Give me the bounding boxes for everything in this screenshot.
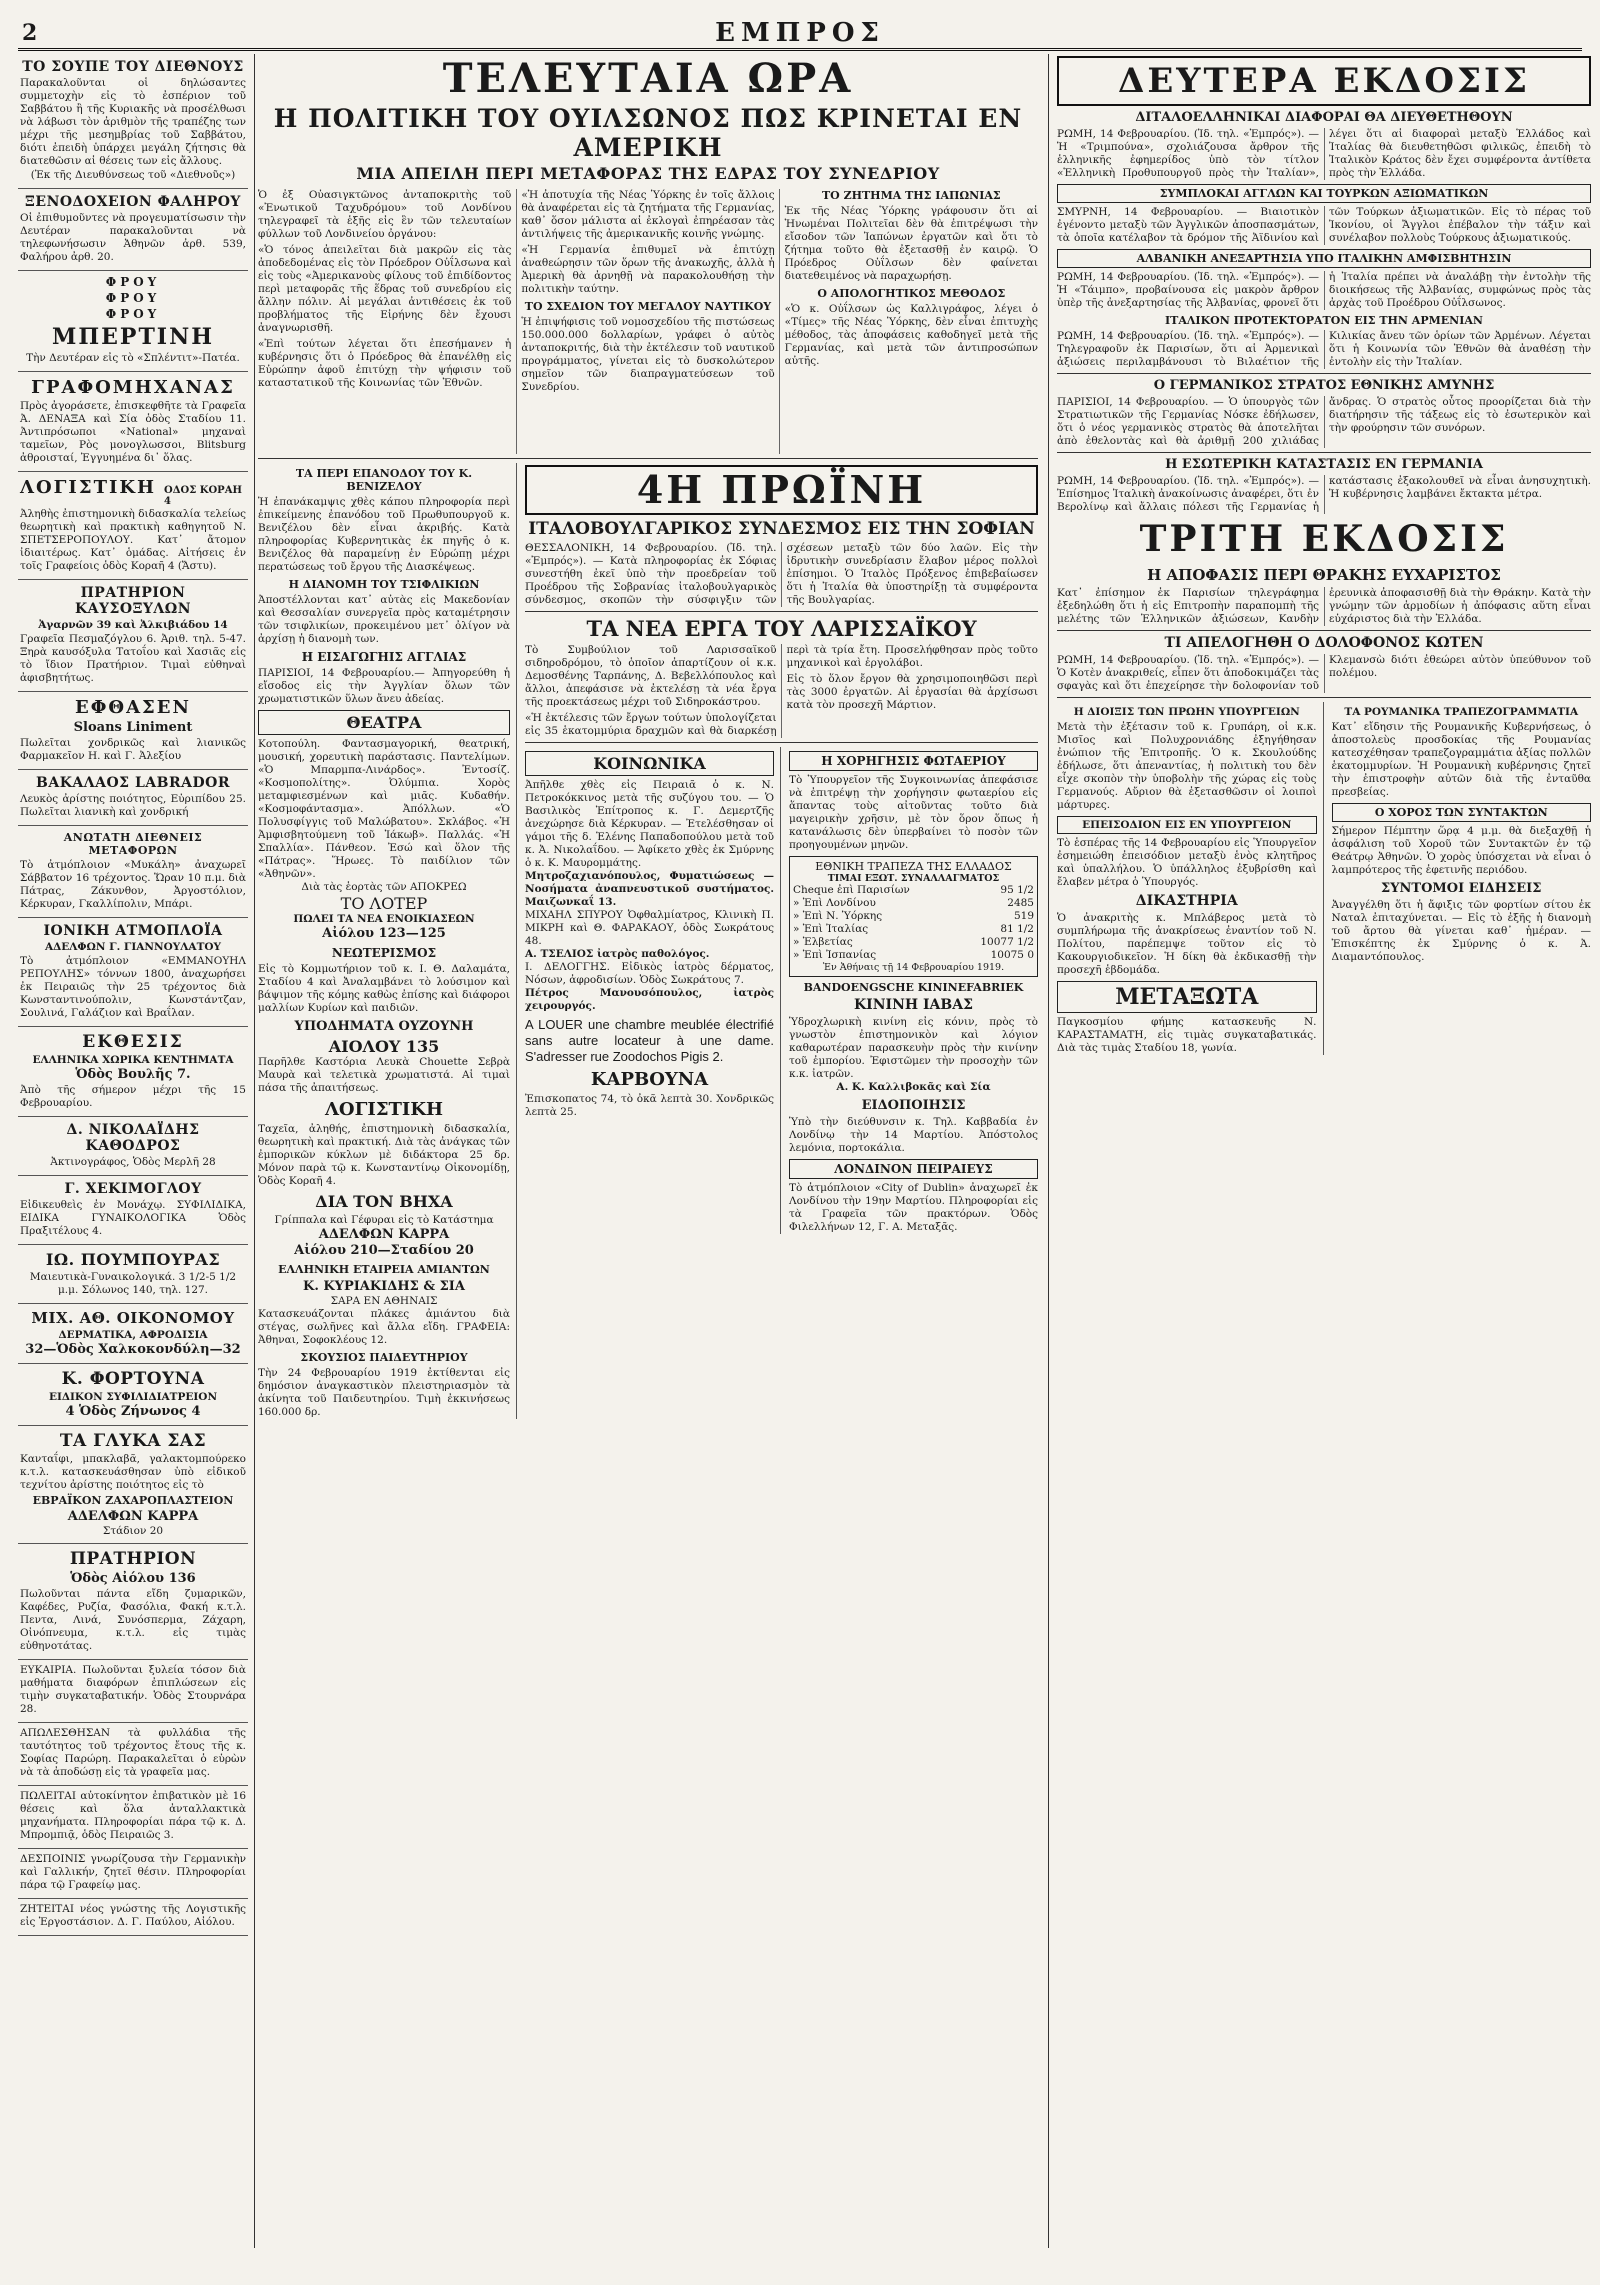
section-heading: Η ΔΙΟΙΞΙΣ ΤΩΝ ΠΡΩΗΝ ΥΠΟΥΡΓΕΙΩΝ bbox=[1073, 706, 1300, 718]
right-bottom-right bbox=[1332, 702, 1592, 1055]
ad-typewriters bbox=[18, 372, 248, 472]
left-ads-column bbox=[18, 54, 255, 2248]
ad-title: ΤΟ ΛΟΤΕΡ bbox=[340, 894, 428, 913]
masthead bbox=[18, 18, 1582, 51]
bottom-row bbox=[525, 742, 1038, 1234]
newspaper-page bbox=[18, 18, 1591, 2248]
ad-text: Ἀληθὴς ἐπιστημονικὴ διδασκαλία τελείως θεωρητικὴ καὶ πρακτικὴ καθηγητοῦ Ν. ΣΠΕΤΣΕΡΟΠΟΥΛΟΥ. Κατ᾽ ἄτομον ἰδιαιτέρως. Κατ᾽ ὁμάδας. Αἰτήσεις ἐν τοῖς Γραφείοις ὁδὸς Κοραῆ 4 (Ἄστυ). bbox=[20, 508, 246, 572]
rate-value: 81 1/2 bbox=[1000, 923, 1034, 935]
ad-line: ΦΡΟΥ bbox=[105, 291, 161, 305]
rate-value: 10077 1/2 bbox=[980, 936, 1034, 948]
ad-loter bbox=[258, 881, 510, 942]
section-heading: ΕΠΕΙΣΟΔΙΟΝ ΕΙΣ ΕΝ ΥΠΟΥΡΓΕΙΟΝ bbox=[1057, 816, 1317, 834]
ad-sloans bbox=[18, 692, 248, 770]
rate-label: » Ἐλβετίας bbox=[793, 936, 853, 948]
section-heading: BANDOENGSCHE KININEFABRIEK bbox=[803, 981, 1024, 994]
section-text: Μετὰ τὴν ἐξέτασιν τοῦ κ. Γρυπάρη, οἱ κ.κ. Μισῖος καὶ Πολυχρονιάδης ἐξηγήθησαν ἐνώπιον τῆς Ἐπιτροπῆς. Ὁ κ. Σκουλούδης ἐδήλωσε, ὅτι ἀπεναντίας, ἡ πολιτικὴ του δὲν εἶχε σκοπὸν τὴν ὑποβολὴν τῆς χώρας εἰς τοὺς Γερμανούς. Αὔριον θὰ ἐξετασθῶσιν οἱ λοιποὶ μάρτυρες. bbox=[1057, 721, 1317, 811]
short-items-column bbox=[258, 463, 517, 1419]
section-heading: ΔΙΚΑΣΤΗΡΙΑ bbox=[1135, 893, 1238, 909]
section-text: ΡΩΜΗ, 14 Φεβρουαρίου. (Ἰδ. τηλ. «Ἐμπρός»). — Ἐπίσημος Ἰταλικὴ ἀνακοίνωσις ἀναφέρει, ὅτι ἐν Βερολίνῳ καὶ ἄλλαις πόλεσι τῆς Γερμανίας ἡ κατάστασις ἐξακολουθεῖ νὰ εἶναι ἀνησυχητικὴ. Ἡ κυβέρνησις λαμβάνει ἔκτακτα μέτρα. bbox=[1057, 475, 1591, 513]
section-heading: ΥΠΟΔΗΜΑΤΑ ΟΥΖΟΥΝΗ bbox=[294, 1019, 474, 1034]
ad-title: Κ. ΦΟΡΤΟΥΝΑ bbox=[61, 1369, 205, 1389]
ad-shipping bbox=[18, 826, 248, 918]
ad-soupe bbox=[18, 54, 248, 189]
section-heading: ΜΕΤΑΞΩΤΑ bbox=[1057, 981, 1317, 1013]
section-heading: ΣΥΝΤΟΜΟΙ ΕΙΔΗΣΕΙΣ bbox=[1381, 881, 1542, 896]
section-heading: ΔΙΑ ΤΟΝ ΒΗΧΑ bbox=[315, 1192, 453, 1211]
ad-line: Διὰ τὰς ἑορτὰς τῶν ΑΠΟΚΡΕΩ bbox=[301, 881, 467, 893]
section-text: Τὴν 24 Φεβρουαρίου 1919 ἐκτίθενται εἰς δημόσιον ἀναγκαστικὸν πλειστηριασμὸν τὰ ἀκίνητα τοῦ Παιδευτηρίου. Τιμὴ ἐκκινήσεως 160.000 δρ. bbox=[258, 1367, 510, 1418]
ad-small-4 bbox=[18, 1849, 248, 1899]
french-ad: A LOUER une chambre meublée électrifié sans autre locateur à une dame. S'adresser rue Zoodochos Pigis 2. bbox=[525, 1017, 774, 1064]
ad-address: Αἰόλου 123—125 bbox=[322, 926, 446, 941]
rate-row bbox=[793, 949, 1034, 962]
bank-name: ΕΘΝΙΚΗ ΤΡΑΠΕΖΑ ΤΗΣ ΕΛΛΑΔΟΣ bbox=[815, 860, 1012, 873]
ad-oikonomou bbox=[18, 1304, 248, 1364]
ad-address: Αἰόλου 210—Σταδίου 20 bbox=[294, 1243, 474, 1258]
section-heading: ΘΕΑΤΡΑ bbox=[258, 710, 510, 735]
section-heading: Η ΕΣΩΤΕΡΙΚΗ ΚΑΤΑΣΤΑΣΙΣ ΕΝ ΓΕΡΜΑΝΙΑ bbox=[1057, 452, 1591, 472]
section-text: ΡΩΜΗ, 14 Φεβρουαρίου. (Ἰδ. τηλ. «Ἐμπρός»). — Ἡ «Τριμπούνα», σχολιάζουσα ἄρθρον τῆς ἑλληνικῆς ἐφημερίδος ὑπὸ τὸν τίτλον «Ἑλληνικὴ Προθυπουργοῦ πρὸς τὴν Ἰταλίαν», λέγει ὅτι αἱ διαφοραὶ μεταξὺ Ἑλλάδος καὶ Ἰταλίας θὰ διευθετηθῶσι φιλικῶς, ἐπειδὴ τὸ Ἰταλικὸν Κράτος δὲν ἔχει συμφέροντα ἀντίθετα πρὸς τὴν Ἑλλάδα. bbox=[1057, 128, 1591, 179]
ad-ionian bbox=[18, 918, 248, 1027]
section-heading: ΣΚΟΥΣΙΟΣ ΠΑΙΔΕΥΤΗΡΙΟΥ bbox=[300, 1351, 468, 1364]
fourth-edition-banner: 4Η ΠΡΩΪΝΗ bbox=[525, 465, 1038, 515]
ad-text: Πωλεῖται χονδρικῶς καὶ λιανικῶς Φαρμακεῖον Η. καὶ Γ. Ἀλεξίου bbox=[20, 737, 246, 762]
ad-amiant bbox=[258, 1279, 510, 1308]
section-heading: ΙΤΑΛΙΚΟΝ ΠΡΟΤΕΚΤΟΡΑΤΟΝ ΕΙΣ ΤΗΝ ΑΡΜΕΝΙΑΝ bbox=[1165, 314, 1483, 327]
ad-address: Στάδιον 20 bbox=[102, 1525, 164, 1537]
ad-subtitle: ΕΛΛΗΝΙΚΑ ΧΩΡΙΚΑ ΚΕΝΤΗΜΑΤΑ bbox=[32, 1054, 234, 1066]
article-subheading: ΤΟ ΣΧΕΔΙΟΝ ΤΟΥ ΜΕΓΑΛΟΥ ΝΑΥΤΙΚΟΥ bbox=[524, 300, 772, 313]
section-text: Τὸ ἀτμόπλοιον «City of Dublin» ἀναχωρεῖ ἐκ Λονδίνου τὴν 19ην Μαρτίου. Πληροφορίαι εἰς τὰ Γραφεῖα τῶν πρακτόρων. Ὁδὸς Φιλελλήνων 12, Γ. Α. Μεταξᾶς. bbox=[789, 1182, 1038, 1233]
article-paragraph: «Ὁ κ. Οὐΐλσων ὡς Καλλιγράφος, λέγει ὁ «Τίμες» τῆς Νέας Ὑόρκης, δὲν εἶναι ἐπιτυχὴς μέθοδος, τὰς ἀποφάσεις καθοδηγεῖ μετὰ τῆς Γερμανίας, καὶ μετὰ τῶν ἀντιπροσώπων αὐτῆς. bbox=[784, 303, 1038, 367]
ad-small-3 bbox=[18, 1786, 248, 1849]
section-text: Ὑπὸ τὴν διεύθυνσιν κ. Τηλ. Καββαδία ἐν Λονδίνῳ τὴν 14 Μαρτίου. Ἀπόστολος λεμόνια, πορτοκάλια. bbox=[789, 1116, 1038, 1154]
ad-line: ΦΡΟΥ bbox=[105, 275, 161, 289]
section-text: Τὸ ἑσπέρας τῆς 14 Φεβρουαρίου εἰς Ὑπουργεῖον ἐσημειώθη ἐπεισόδιον μεταξὺ ἑνὸς κλητῆρος καὶ ὑπαλλήλου. Ὁ ὑπάλληλος ἐξυβρίσθη καὶ ἔλαβεν μέτρα ὁ Ὑπουργός. bbox=[1057, 837, 1317, 888]
section-heading: ΛΟΝΔΙΝΟΝ ΠΕΙΡΑΙΕΥΣ bbox=[789, 1159, 1038, 1179]
section-text: Παγκοσμίου φήμης κατασκευῆς Ν. ΚΑΡΑΣΤΑΜΑΤΗ, εἰς τιμὰς συγκαταβατικάς. Διὰ τὰς τιμὰς Σταδίου 18, γωνία. bbox=[1057, 1016, 1317, 1054]
ad-small-2 bbox=[18, 1723, 248, 1786]
right-bottom-row bbox=[1057, 697, 1591, 1055]
ad-line: ΦΡΟΥ bbox=[105, 307, 161, 321]
lead-article bbox=[258, 189, 1038, 454]
ad-title: Δ. ΝΙΚΟΛΑΪΔΗΣ ΚΑΘΟΔΡΟΣ bbox=[66, 1122, 200, 1154]
section-text: Σήμερον Πέμπτην ὥρᾳ 4 μ.μ. θὰ διεξαχθῇ ἡ ἀσφάλιση τοῦ Χοροῦ τῶν Συντακτῶν ἐν τῷ Θεάτρῳ Ἀθηνῶν. Ὁ χορὸς ὑπόσχεται νὰ εἶναι ὁ λαμπρότερος τῆς ἐφετινῆς περιόδου. bbox=[1331, 825, 1591, 876]
ad-text: Ἀπὸ τῆς σήμερον μέχρι τῆς 15 Φεβρουαρίου. bbox=[20, 1084, 246, 1109]
article-paragraph: «Ἡ Γερμανία ἐπιθυμεῖ νὰ ἐπιτύχῃ ἀναθεώρησιν τῶν ὅρων τῆς ἀνακωχῆς, ἀλλὰ ἡ Ἀμερικὴ θὰ ἀρνηθῇ νὰ παρακολουθήσῃ τὴν πολιτικὴν ταύτην. bbox=[521, 244, 775, 295]
rate-label: » Ἐπὶ Ν. Ὑόρκης bbox=[793, 910, 883, 922]
section-heading: ΕΛΛΗΝΙΚΗ ΕΤΑΙΡΕΙΑ ΑΜΙΑΝΤΩΝ bbox=[278, 1263, 490, 1276]
ad-title: ΓΡΑΦΟΜΗΧΑΝΑΣ bbox=[31, 377, 235, 398]
ad-title: ΒΑΚΑΛΑΟΣ LABRADOR bbox=[36, 775, 230, 791]
middle-lower-area bbox=[258, 458, 1038, 1419]
ad-text: Τὴν Δευτέραν εἰς τὸ «Σπλέντιτ»-Πατέα. bbox=[26, 352, 240, 364]
ad-company: Κ. ΚΥΡΙΑΚΙΔΗΣ & ΣΙΑ bbox=[303, 1279, 465, 1294]
ad-text: Τὸ ἀτμόπλοιον «ΕΜΜΑΝΟΥΗΛ ΡΕΠΟΥΛΗΣ» τόννων 1800, ἀναχωρήσει ἐκ Πειραιῶς τὴν 25 τρέχοντος διὰ Κωνσταντινούπολιν, Κωνστάντζαν, Σουλινά, Γαλάζιον καὶ Βραΐλαν. bbox=[20, 955, 246, 1019]
ad-text: Τὸ ἀτμόπλοιον «Μυκάλη» ἀναχωρεῖ Σάββατον 16 τρέχοντος. Ὥραν 10 π.μ. διὰ Πάτρας, Ζάκυνθον, Ἀργοστόλιον, Κέρκυραν, Γκαλλίπολιν, Μπάρι. bbox=[20, 859, 246, 910]
section-heading: ΕΙΔΟΠΟΙΗΣΙΣ bbox=[861, 1098, 966, 1113]
ad-title: ΠΡΑΤΗΡΙΟΝ ΚΑΥΣΟΞΥΛΩΝ bbox=[74, 585, 192, 617]
ad-shop-owner: ΑΔΕΛΦΩΝ ΚΑΡΡΑ bbox=[67, 1509, 199, 1524]
wide-news-area bbox=[525, 463, 1038, 1419]
lead-subhead: ΜΙΑ ΑΠΕΙΛΗ ΠΕΡΙ ΜΕΤΑΦΟΡΑΣ ΤΗΣ ΕΔΡΑΣ ΤΟΥ ΣΥΝΕΔΡΙΟΥ bbox=[356, 164, 940, 183]
article-paragraph: «Ἡ ἀποτυχία τῆς Νέας Ὑόρκης ἐν τοῖς ἄλλοις θὰ ἀναφέρεται εἰς τὰ ζητήματα τῆς Γερμανίας, καθ᾽ ὅσον μάλιστα αἱ ἐκλογαὶ ἐπηρέασαν τὰς ἀντιλήψεις τῆς ἀμερικανικῆς κοινῆς γνώμης. bbox=[521, 189, 775, 240]
section-text: Ἐπισκοπατος 74, τὸ ὀκᾶ λεπτὰ 30. Χονδρικῶς λεπτὰ 25. bbox=[525, 1093, 774, 1118]
ad-text: ΑΠΩΛΕΣΘΗΣΑΝ τὰ φυλλάδια τῆς ταυτότητος τοῦ τρέχοντος ἔτους τῆς κ. Σοφίας Παρώρη. Παρακαλεῖται ὁ εὑρὼν νὰ τὰ ἀποδώσῃ εἰς τὰ γραφεῖα μας. bbox=[20, 1727, 246, 1778]
section-heading: ΙΤΑΛΟΒΟΥΛΓΑΡΙΚΟΣ ΣΥΝΔΕΣΜΟΣ ΕΙΣ ΤΗΝ ΣΟΦΙΑΝ bbox=[528, 519, 1035, 539]
section-heading: ΣΥΜΠΛΟΚΑΙ ΑΓΓΛΩΝ ΚΑΙ ΤΟΥΡΚΩΝ ΑΞΙΩΜΑΤΙΚΩΝ bbox=[1057, 184, 1591, 203]
section-text: Ἀποστέλλονται κατ᾽ αὐτὰς εἰς Μακεδονίαν καὶ Θεσσαλίαν συνεργεῖα πρὸς καταμέτρησιν τῶν τσιφλικίων, προκειμένου μετ᾽ ὀλίγον νὰ ἀρχίσῃ ἡ διανομὴ των. bbox=[258, 594, 510, 645]
ad-address: Ὁδὸς Αἰόλου 136 bbox=[70, 1571, 196, 1586]
ad-hekimoglou bbox=[18, 1176, 248, 1245]
ad-pratirion bbox=[18, 1544, 248, 1660]
rate-label: » Ἐπὶ Ἰσπανίας bbox=[793, 949, 877, 961]
article-subheading: ΤΟ ΖΗΤΗΜΑ ΤΗΣ ΙΑΠΩΝΙΑΣ bbox=[821, 189, 1001, 202]
section-heading: ΛΟΓΙΣΤΙΚΗ bbox=[324, 1099, 444, 1120]
section-heading: ΚΑΡΒΟΥΝΑ bbox=[590, 1069, 709, 1090]
ad-title: ΙΟΝΙΚΗ ΑΤΜΟΠΛΟΪΑ bbox=[43, 923, 223, 939]
latest-hour-banner: ΤΕΛΕΥΤΑΙΑ ΩΡΑ bbox=[442, 55, 854, 102]
section-text: Κατ᾽ εἴδησιν τῆς Ρουμανικῆς Κυβερνήσεως, ὁ ἀποστολεὺς προσδοκίας τῆς Ρουμανίας κατεσχέθησαν τραπεζογραμμάτια ἀξίας πολλῶν ἑκατομμυρίων. Ἡ Ρουμανικὴ κυβέρνησις ζητεῖ τὴν ἐπιστροφὴν αὐτῶν διὰ τῆς ἐνταῦθα πρεσβείας. bbox=[1331, 721, 1591, 798]
right-bottom-left bbox=[1057, 702, 1324, 1055]
ad-title: ΕΦΘΑΣΕΝ bbox=[75, 697, 191, 718]
ad-poumpouras bbox=[18, 1245, 248, 1304]
paper-name: ΕΜΠΡΟΣ bbox=[715, 18, 885, 48]
article-subheading: Ο ΑΠΟΛΟΓΗΤΙΚΟΣ ΜΕΘΟΔΟΣ bbox=[817, 287, 1006, 300]
section-heading: ΤΙ ΑΠΕΛΟΓΗΘΗ Ο ΔΟΛΟΦΟΝΟΣ ΚΩΤΕΝ bbox=[1057, 630, 1591, 651]
section-text: Κατ᾽ ἐπίσημον ἐκ Παρισίων τηλεγράφημα ἐξεδηλώθη ὅτι ἡ εἰς Επιτροπὴν παραπομπὴ τῆς μελέτης τῶν Ἑλληνικῶν ἀξιώσεων, Κανδὴν ἐρευνικὰ ἀποφασισθῇ διὰ τὴν Θράκην. Κατὰ τὴν γνώμην τῶν ἁρμοδίων ἡ ἀπόφασις αὕτη εἶναι εὐχάριστος διὰ τὴν Ἑλλάδα. bbox=[1057, 587, 1591, 625]
doctor-notice: Πέτρος Μανουσόπουλος, ἰατρὸς χειρουργός. bbox=[525, 987, 774, 1012]
rate-value: 519 bbox=[1013, 910, 1034, 922]
ad-bakalaos bbox=[18, 770, 248, 826]
section-heading: ΔΙΤΑΛΟΕΛΛΗΝΙΚΑΙ ΔΙΑΦΟΡΑΙ ΘΑ ΔΙΕΥΘΕΤΗΘΟΥΝ bbox=[1135, 110, 1513, 125]
section-heading: Η ΧΟΡΗΓΗΣΙΣ ΦΩΤΑΕΡΙΟΥ bbox=[789, 751, 1038, 771]
article-paragraph: «Ἐπὶ τούτων λέγεται ὅτι ἐπεσήμανεν ἡ κυβέρνησις ὅτι ὁ Πρόεδρος θὰ ἐπανέλθῃ εἰς Εὐρώπην ἀφοῦ ἐπιτύχῃ τὴν ψήφισιν τοῦ καταστατικοῦ τῆς Κοινωνίας τῶν Ἐθνῶν. bbox=[258, 338, 512, 389]
section-text: Παρῆλθε Καστόρια Λευκὰ Chouette Σεβρὰ Μαυρὰ καὶ τελετικὰ χρωματιστά. Αἱ τιμαὶ πάσα τῆς ἀπαιτήσεως. bbox=[258, 1056, 510, 1094]
article-paragraph: Ἡ ἐπιψήφισις τοῦ νομοσχεδίου τῆς πιστώσεως 150.000.000 δολλαρίων, γράφει ὁ αὐτὸς ἀνταποκριτής, διὰ τὴν ἐκτέλεσιν τοῦ ναυτικοῦ προγράμματος, γίνεται εἰς τὸ δυσκολώτερον σημεῖον τῶν διαπραγματεύσεων τοῦ Συνεδρίου. bbox=[521, 316, 775, 393]
second-edition-banner: ΔΕΥΤΕΡΑ ΕΚΔΟΣΙΣ bbox=[1057, 56, 1591, 106]
section-text: Τὸ Ὑπουργεῖον τῆς Συγκοινωνίας ἀπεφάσισε νὰ ἐπιτρέψῃ τὴν χορήγησιν φωταερίου εἰς ἅπαντας τοὺς αἰτοῦντας τοῦτο διὰ μαγειρικὴν χρῆσιν, μὲ τὸν ὅρον ὅπως ἡ κατανάλωσις δὲν ὑπερβαίνει τὸ ποσὸν τῶν προηγουμένων μηνῶν. bbox=[789, 774, 1038, 851]
ad-karra bbox=[258, 1227, 510, 1259]
rate-row bbox=[793, 923, 1034, 936]
section-heading: ΤΑ ΝΕΑ ΕΡΓΑ ΤΟΥ ΛΑΡΙΣΣΑΪΚΟΥ bbox=[525, 611, 1038, 641]
representative: Α. Κ. Καλλιβοκᾶς καὶ Σία bbox=[836, 1081, 991, 1093]
article-paragraph: Ὁ ἐξ Οὐασιγκτῶνος ἀνταποκριτὴς τοῦ «Ἐνωτικοῦ Ταχυδρόμου» τοῦ Λονδίνου τηλεγραφεῖ τὰ ἑξῆς εἰς ἓν τῶν τελευταίων φύλλων τοῦ Λονδινείου ὀργάνου: bbox=[258, 189, 512, 240]
ad-firewood bbox=[18, 580, 248, 692]
section-heading: Η ΕΙΣΑΓΩΓΗΙΣ ΑΓΓΛΙΑΣ bbox=[301, 650, 467, 664]
rate-row bbox=[793, 936, 1034, 949]
rate-row bbox=[793, 910, 1034, 923]
section-text: ΡΩΜΗ, 14 Φεβρουαρίου. (Ἰδ. τηλ. «Ἐμπρός»). — Τηλεγραφοῦν ἐκ Παρισίων, ὅτι αἱ Ἀρμενικαὶ ἀξιώσεις περιλαμβάνουσι τὸ Βιλαέτιον τῆς Κιλικίας ἄνευ τῶν ὁρίων τῶν Ἀρμένων. Λέγεται ὅτι ἡ Κοινωνία τῶν Ἐθνῶν θὰ ἀναθέσῃ τὴν ἐντολὴν εἰς τὴν Ἰταλίαν. bbox=[1057, 330, 1591, 368]
doctor-notice: Ι. ΔΕΛΟΓΓΗΣ. Εἰδικὸς ἰατρὸς δέρματος, Νόσων, ἀφροδισίων. Ὁδὸς Σωκράτους 7. bbox=[525, 961, 774, 986]
rate-row bbox=[793, 897, 1034, 910]
article-paragraph: Τὸ Συμβούλιον τοῦ Λαρισσαϊκοῦ σιδηροδρόμου, τὸ ὁποῖον ἀπαρτίζουν οἱ κ.κ. Δεμοσθένης Ταρπάνης, Δ. Βεβελλόπουλος καὶ ἄλλοι, ἀπεφάσισε νὰ ἐκτελέσῃ τὰ νέα ἔργα τῆς προεκτάσεως μέχρι τοῦ Σιδηροκάστρου. bbox=[525, 644, 777, 708]
section-heading: Η ΔΙΑΝΟΜΗ ΤΟΥ ΤΣΙΦΛΙΚΙΩΝ bbox=[288, 578, 480, 591]
rates-date: Ἐν Ἀθήναις τῇ 14 Φεβρουαρίου 1919. bbox=[822, 962, 1005, 973]
section-heading: ΑΛΒΑΝΙΚΗ ΑΝΕΞΑΡΤΗΣΙΑ ΥΠΟ ΙΤΑΛΙΚΗΝ ΑΜΦΙΣΒΗΤΗΣΙΝ bbox=[1057, 249, 1591, 268]
ad-text: Παρακαλοῦνται οἱ δηλώσαντες συμμετοχὴν εἰς τὸ ἐσπέριον τοῦ Σαββάτου ἢ τῆς Κυριακῆς νὰ προσέλθωσι νὰ λάβωσι τὸν ἀριθμὸν τῆς τραπέζης των μέχρι τῆς μεσημβρίας τοῦ Σαββάτου, διότι ἐπειδὴ ὑπάρχει μεγάλη ζήτησις θὰ διατεθῶσιν αἱ θέσεις των εἰς ἄλλους. bbox=[20, 77, 246, 167]
section-text: ΠΑΡΙΣΙΟΙ, 14 Φεβρουαρίου.— Ἀπηγορεύθη ἡ εἴσοδος εἰς τὴν Ἀγγλίαν ὅλων τῶν χρωματιστικῶν ὕλων ἄνευ ἀδείας. bbox=[258, 667, 510, 705]
section-text: ΘΕΣΣΑΛΟΝΙΚΗ, 14 Φεβρουαρίου. (Ἰδ. τηλ. «Ἐμπρός»). — Κατὰ πληροφορίας ἐκ Σόφιας συνεστήθη ἐκεῖ ὑπὸ τὴν προεδρείαν τοῦ Προέδρου τῆς Σοβρανίας ἰταλοβουλγαρικὸς σύνδεσμος, σκοπῶν τὴν σύσφιγξιν τῶν σχέσεων μεταξὺ τῶν δύο λαῶν. Εἰς τὴν ἱδρυτικὴν συνεδρίασιν ἔλαβον μέρος πολλοὶ ἐπίσημοι. Ὁ Ἰταλὸς Πρόξενος ἐπιβεβαίωσεν ὅτι ἡ Ἰταλία θὰ ὑποστηρίξῃ τὰ συμφέροντα τῆς Βουλγαρίας. bbox=[525, 542, 1038, 606]
ad-title: ΠΡΑΤΗΡΙΟΝ bbox=[69, 1549, 197, 1569]
section-heading: Η ΑΠΟΦΑΣΙΣ ΠΕΡΙ ΘΡΑΚΗΣ ΕΥΧΑΡΙΣΤΟΣ bbox=[1147, 566, 1501, 584]
ad-text: Εἰδικευθεὶς ἐν Μονάχῳ. ΣΥΦΙΛΙΔΙΚΑ, ΕΙΔΙΚΑ ΓΥΝΑΙΚΟΛΟΓΙΚΑ Ὁδὸς Πραξιτέλους 4. bbox=[20, 1199, 246, 1237]
ad-address: 4 Ὁδὸς Ζήνωνος 4 bbox=[65, 1404, 201, 1419]
ad-logistiki bbox=[18, 472, 248, 580]
section-heading: Ο ΧΟΡΟΣ ΤΩΝ ΣΥΝΤΑΚΤΩΝ bbox=[1332, 803, 1592, 822]
ad-fortouna bbox=[18, 1364, 248, 1426]
exchange-rates-box bbox=[789, 856, 1038, 977]
ad-faliro bbox=[18, 189, 248, 271]
ad-address: ΟΔΟΣ ΚΟΡΑΗ 4 bbox=[164, 485, 242, 507]
rates-table bbox=[793, 884, 1034, 962]
article-paragraph: Ἐκ τῆς Νέας Ὑόρκης γράφουσιν ὅτι αἱ Ἡνωμέναι Πολιτεῖαι δὲν θὰ ἐπιτρέψωσι τὴν εἴσοδον τῶν Ἰαπώνων ἐργατῶν καὶ ὅτι τὸ ζήτημα τοῦτο θὰ ἐξετασθῇ ἐν καιρῷ. Ὁ Πρόεδρος Οὐΐλσων δὲν φαίνεται διατεθειμένος νὰ παραχωρήσῃ. bbox=[784, 205, 1038, 282]
ad-text: Γραφεῖα Πεσμαζόγλου 6. Ἀριθ. τηλ. 5-47. Ξηρὰ καυσόξυλα Τατοΐου καὶ Χασιᾶς εἰς τὸ ἴδιον Πρατήριον. Τιμαὶ εὐθηναὶ ἀφισβητήτως. bbox=[20, 633, 246, 684]
ad-title: Γ. ΧΕΚΙΜΟΓΛΟΥ bbox=[64, 1181, 202, 1197]
section-heading: ΝΕΩΤΕΡΙΣΜΟΣ bbox=[331, 946, 437, 960]
rate-label: » Ἐπὶ Ἰταλίας bbox=[793, 923, 869, 935]
ad-text: ΖΗΤΕΙΤΑΙ νέος γνώστης τῆς Λογιστικῆς εἰς Ἐργοστάσιον. Δ. Γ. Παύλου, Αἰόλου. bbox=[20, 1903, 246, 1928]
section-text: Κοτοπούλη. Φαντασμαγορική, θεατρική, μουσική, χορευτικὴ παράστασις. Παντελίμων. «Ὁ Μπαρμπα-Λινάρδος». Ἐντοσίζ. «Κοσμοπολίτης». Ὀλύμπια. Χορὸς μεταμφιεσμένων καὶ μιᾶς. Κυδαθήν. «Κοσμοφάντασμα». Ἀπόλλων. «Ὁ Πολυσφίγγις τοῦ Μαλώβατου». Σκλάβος. «Ἡ Ἀμφισβητούμενη τοῦ Ἰάκωβ». Παλλάς. «Ἡ Σπαλλία». Πάνθεον. Ἐσώ καὶ ὅλον τῆς «Πάτρας». Ἥρωες. Τὸ παιδίλιον τῶν «Ἀθηνῶν». bbox=[258, 738, 510, 880]
article-paragraph: «Ἡ ἐκτέλεσις τῶν ἔργων τούτων ὑπολογίζεται εἰς 35 ἑκατομμύρια δραχμῶν καὶ θὰ διαρκέσῃ περὶ τὰ τρία ἔτη. Προσελήφθησαν πρὸς τοῦτο μηχανικοὶ καὶ ἐργολάβοι. bbox=[525, 644, 1038, 737]
larissa-article bbox=[525, 644, 1038, 738]
doctor-notice: ΜΙΧΑΗΛ ΣΠΥΡΟΥ Ὀφθαλμίατρος, Κλινικὴ Π. ΜΙΚΡΗ καὶ Θ. ΦΑΡΑΚΑΟΥ, ὁδὸς Σωκράτους 48. bbox=[525, 909, 774, 947]
section-text: Ὁ ἀνακριτὴς κ. Μπλάβερος μετὰ τὸ συμπλήρωμα τῆς ἀνακρίσεως ἐναντίον τοῦ Ν. Πολίτου, παρέπεμψε τοῦτον εἰς τὸ Κακουργιοδικεῖον. Ἡ δίκη θὰ ἐκδικασθῇ τὴν προσεχῆ ἑβδομάδα. bbox=[1057, 912, 1317, 976]
ad-small-5 bbox=[18, 1899, 248, 1936]
rate-label: » Ἐπὶ Λονδίνου bbox=[793, 897, 876, 909]
doctor-notice: Α. ΤΣΕΛΙΟΣ ἰατρὸς παθολόγος. bbox=[525, 948, 710, 960]
ad-shop: ΑΔΕΛΦΩΝ ΚΑΡΡΑ bbox=[318, 1227, 450, 1242]
lead-headline: Η ΠΟΛΙΤΙΚΗ ΤΟΥ ΟΥΙΛΣΩΝΟΣ ΠΩΣ ΚΡΙΝΕΤΑΙ ΕΝ ΑΜΕΡΙΚΗ bbox=[273, 104, 1023, 162]
rate-row bbox=[793, 884, 1034, 897]
ad-address: ΑΙΟΛΟΥ 135 bbox=[328, 1037, 440, 1056]
ad-sweets bbox=[18, 1426, 248, 1544]
section-text: ΣΜΥΡΝΗ, 14 Φεβρουαρίου. — Βιαιοτικὸν ἐγένοντο μεταξὺ τῶν Ἀγγλικῶν ἀποσπασμάτων, τὰ ὁποῖα κατέλαβον τὰ δρόμον τῆς Ἀϊδινίου καὶ τῶν Τούρκων ἀξιωματικῶν. Εἰς τὸ πέρας τοῦ Ἰκονίου, οἱ Ἄγγλοι ἐπέβαλον τὴν τάξιν καὶ συνέλαβον πολλοὺς Τούρκους ἀξιωματικούς. bbox=[1057, 206, 1591, 244]
ad-title: ΕΚΘΕΣΙΣ bbox=[82, 1032, 184, 1052]
right-news-column bbox=[1048, 54, 1591, 2248]
ad-title: ΜΙΧ. ΑΘ. ΟΙΚΟΝΟΜΟΥ bbox=[31, 1309, 235, 1327]
ad-title: ΜΠΕΡΤΙΝΗ bbox=[52, 324, 214, 350]
ad-text: ΠΩΛΕΙΤΑΙ αὐτοκίνητον ἐπιβατικὸν μὲ 16 θέσεις καὶ ὅλα ἀνταλλακτικὰ μηχανήματα. Πληροφορίαι πάρα τῷ κ. Δ. Μπρομπιᾷ, ὁδὸς Πειραιῶς 3. bbox=[20, 1790, 246, 1841]
ad-title: ΤΟ ΣΟΥΠΕ ΤΟΥ ΔΙΕΘΝΟΥΣ bbox=[22, 59, 244, 75]
ad-text: Ἀκτινογράφος, Ὁδὸς Μερλῆ 28 bbox=[50, 1156, 216, 1168]
section-heading: Ο ΓΕΡΜΑΝΙΚΟΣ ΣΤΡΑΤΟΣ ΕΘΝΙΚΗΣ ΑΜΥΝΗΣ bbox=[1057, 373, 1591, 393]
section-text: Ἀναγγέλθη ὅτι ἡ ἄφιξις τῶν φορτίων σίτου ἐκ Ναταλ ἐπιταχύνεται. — Εἰς τὸ ἐξῆς ἡ διανομὴ τοῦ ἄρτου θὰ γίνεται καθ᾽ ἡμέραν. — Ἐπισκέπτης ἐκ Σμύρνης ὁ κ. Ἀ. Διαμαντόπουλος. bbox=[1331, 899, 1591, 963]
rate-label: Cheque ἐπὶ Παρισίων bbox=[793, 884, 910, 896]
rate-value: 95 1/2 bbox=[1000, 884, 1034, 896]
ad-title: ΞΕΝΟΔΟΧΕΙΟΝ ΦΑΛΗΡΟΥ bbox=[25, 194, 241, 210]
ad-address: Ἀγαρνῶν 39 καὶ Ἀλκιβιάδου 14 bbox=[38, 619, 228, 631]
ad-subtitle: ΠΩΛΕΙ ΤΑ ΝΕΑ ΕΝΟΙΚΙΑΣΕΩΝ bbox=[293, 913, 475, 925]
ad-address: Ὁδὸς Βουλῆς 7. bbox=[75, 1067, 191, 1082]
social-column bbox=[525, 747, 781, 1234]
ad-subtitle: ΔΕΡΜΑΤΙΚΑ, ΑΦΡΟΔΙΣΙΑ bbox=[58, 1329, 208, 1341]
ad-title: ΑΝΩΤΑΤΗ ΔΙΕΘΝΕΙΣ ΜΕΤΑΦΟΡΩΝ bbox=[63, 831, 203, 857]
section-text: ΠΑΡΙΣΙΟΙ, 14 Φεβρουαρίου. — Ὁ ὑπουργὸς τῶν Στρατιωτικῶν τῆς Γερμανίας Νόσκε ἐδήλωσεν, ὅτι ὁ νέος γερμανικὸς στρατὸς θὰ ἀποτελῆται ἀπὸ ἐθελοντὰς καὶ θὰ ἀριθμῇ 200 χιλιάδας ἄνδρας. Ὁ στρατὸς οὗτος προορίζεται διὰ τὴν διατήρησιν τῆς τάξεως εἰς τὸ ἐσωτερικὸν καὶ τὴν φρούρησιν τῶν συνόρων. bbox=[1057, 396, 1591, 447]
section-text: Εἰς τὸ Κομμωτήριον τοῦ κ. Ι. Θ. Δαλαμάτα, Σταδίου 4 καὶ Ἀναλαμβάνει τὸ λούσιμον καὶ βάψιμον τῆς κόμης καθὼς ἐπίσης καὶ διάφοροι μαλλίων Κυρίων καὶ παιδιῶν. bbox=[258, 963, 510, 1014]
ad-text: Πρὸς ἀγοράσετε, ἐπισκεφθῆτε τὰ Γραφεῖα Ἀ. ΔΕΝΑΞΑ καὶ Σία ὁδὸς Σταδίου 11. Ἀντιπρόσωποι «National» μηχαναὶ ταμεῖων, Ρὸς μονογλωσσοι, Blitsburg ἀθροισταί, Ἐγγυημένα δι᾽ ὅλας. bbox=[20, 400, 246, 464]
section-subheading: ΚΙΝΙΝΗ ΙΑΒΑΣ bbox=[854, 997, 973, 1013]
section-text: Ὑδροχλωρικὴ κινίνη εἰς κόνιν, πρὸς τὸ γνωστὸν ἐπιστημονικὸν καὶ λόγιον καθαρωτέραν παρασκευὴν πρὸς τὴν κινίνην τοῦ ἐμπορίου. Ἐφιστῶμεν τὴν προσοχὴν τῶν κ.κ. ἰατρῶν. bbox=[789, 1016, 1038, 1080]
doctor-notice: Μητροζαχιανόπουλος, Φυματιώσεως — Νοσήματα ἀναπνευστικοῦ συστήματος. Μαιζωνκαΐ 13. bbox=[525, 870, 774, 908]
ad-nikolaidis bbox=[18, 1117, 248, 1176]
ad-text: Κανταΐφι, μπακλαβᾶ, γαλακτομπούρεκο κ.τ.λ. κατασκευάσθησαν ὑπὸ εἰδικοῦ τεχνίτου ἀρίστης ποιότητος εἰς τὸ bbox=[20, 1453, 246, 1491]
ad-exhibition bbox=[18, 1027, 248, 1117]
rate-value: 2485 bbox=[1007, 897, 1034, 909]
ad-text: ΕΥΚΑΙΡΙΑ. Πωλοῦνται ξυλεία τόσον διὰ μαθήματα διαφόρων ἐπιπλώσεων εἰς τιμὴν συγκαταβατικήν. Ὁδὸς Στουρνάρα 28. bbox=[20, 1664, 246, 1715]
middle-news-column bbox=[258, 54, 1038, 2248]
ad-text: Πωλοῦνται πάντα εἴδη ζυμαρικῶν, Καφέδες, Ρυζία, Φασόλια, Φακή κ.τ.λ. Πεντα, Λινά, Συνόσπερμα, Ζάχαρη, Οἰνόπνευμα, κ.τ.λ. εἰς τιμὰς εὐθηνοτάτας. bbox=[20, 1588, 246, 1652]
ad-text: Λευκὸς ἀρίστης ποιότητος, Εὐριπίδου 25. Πωλεῖται λιανικὴ καὶ χονδρική bbox=[20, 793, 246, 818]
third-edition-banner: ΤΡΙΤΗ ΕΚΔΟΣΙΣ bbox=[1139, 518, 1509, 560]
ad-signature: (Ἐκ τῆς Διευθύνσεως τοῦ «Διεθνοῦς») bbox=[30, 169, 236, 181]
gas-exchange-column bbox=[789, 747, 1038, 1234]
section-text: ΡΩΜΗ, 14 Φεβρουαρίου. (Ἰδ. τηλ. «Ἐμπρός»). — Ἡ «Τάιμπο», προβαίνουσα εἰς μακρὸν ἄρθρον ὑπὲρ τῆς ἀνεξαρτησίας τῆς Ἀλβανίας, φρονεῖ ὅτι ἡ Ἰταλία πρέπει νὰ ἀναλάβῃ τὴν ἐντολὴν τῆς διοικήσεως τῆς Ἀλβανίας, συμφώνως πρὸς τὰς ἀρχὰς τοῦ Προέδρου Οὐΐλσωνος. bbox=[1057, 271, 1591, 309]
ad-title: ΛΟΓΙΣΤΙΚΗ bbox=[20, 477, 157, 498]
ad-subtitle: ΕΙΔΙΚΟΝ ΣΥΦΙΛΙΔΙΑΤΡΕΙΟΝ bbox=[48, 1391, 218, 1403]
section-heading: ΤΑ ΡΟΥΜΑΝΙΚΑ ΤΡΑΠΕΖΟΓΡΑΜΜΑΤΙΑ bbox=[1344, 706, 1579, 718]
ad-text: Οἱ ἐπιθυμοῦντες νὰ προγευματίσωσιν τὴν Δευτέραν παρακαλοῦνται νὰ τηλεφωνήσωσιν Ἀθηνῶν ἀρθ. 539, Φαλήρου ἀρθ. 20. bbox=[20, 212, 246, 263]
section-text: Ἀπῆλθε χθὲς εἰς Πειραιᾶ ὁ κ. Ν. Πετροκόκκινος μετὰ τῆς συζύγου του. — Ὁ Βασιλικὸς Ἐπίτροπος κ. Γ. Δεμερτζῆς ἀνεχώρησε διὰ Κέρκυραν. — Ἐτελέσθησαν οἱ γάμοι τῆς δ. Ἑλένης Παπαδοπούλου μετὰ τοῦ κ. Ἀ. Νικολαΐδου. — Ἀφίκετο χθὲς ἐκ Σμύρνης ὁ κ. Κ. Μαυρομμάτης. bbox=[525, 779, 774, 869]
section-text: Κατασκευάζονται πλάκες ἀμιάντου διὰ στέγας, σωλῆνες καὶ ἄλλα εἴδη. ΓΡΑΦΕΙΑ: Ἀθηναι, Σοφοκλέους 12. bbox=[258, 1308, 510, 1346]
ad-location: ΣΑΡΑ ΕΝ ΑΘΗΝΑΙΣ bbox=[330, 1295, 438, 1307]
ad-title: ΤΑ ΓΛΥΚΑ ΣΑΣ bbox=[59, 1431, 207, 1451]
ad-title: ΙΩ. ΠΟΥΜΠΟΥΡΑΣ bbox=[45, 1250, 221, 1269]
section-text: ΡΩΜΗ, 14 Φεβρουαρίου. (Ἰδ. τηλ. «Ἐμπρός»). — Ὁ Κοτὲν ἀνακριθείς, εἶπεν ὅτι ἀποδοκιμάζει τὰς σφαγὰς καὶ ὅτι ἐπεχείρησε τὴν δολοφονίαν τοῦ Κλεμανσὼ διότι ἐθεώρει αὐτὸν ὑπεύθυνον τοῦ πολέμου. bbox=[1057, 654, 1591, 692]
article-paragraph: «Ὁ τόνος ἀπειλεῖται διὰ μακρῶν εἰς τὰς ἀποδεδομένας εἰς τὸν Πρόεδρον Οὐΐλσωνα καὶ εἰς τοὺς «Ἀμερικανοὺς φίλους τοῦ ἐπιδίδοντος περὶ μεταφορᾶς τῆς ἕδρας τοῦ συνεδρίου εἰς ἄλλην πόλιν. Αἱ μεγάλαι ἀντιθέσεις ἐκ τοῦ προβλήματος τῆς Εἰρήνης δὲν ἔχουσι ἀναγνωρισθῆ. bbox=[258, 244, 512, 334]
ad-text: ΔΕΣΠΟΙΝΙΣ γνωρίζουσα τὴν Γερμανικὴν καὶ Γαλλικήν, ζητεῖ θέσιν. Πληροφορίαι πάρα τῷ Γραφείῳ μας. bbox=[20, 1853, 246, 1891]
section-heading: ΤΑ ΠΕΡΙ ΕΠΑΝΟΔΟΥ ΤΟΥ Κ. ΒΕΝΙΖΕΛΟΥ bbox=[295, 467, 473, 493]
rate-value: 10075 0 bbox=[990, 949, 1034, 961]
ad-bertini bbox=[18, 271, 248, 372]
rates-subtitle: ΤΙΜΑΙ ΕΞΩΤ. ΣΥΝΑΛΛΑΓΜΑΤΟΣ bbox=[827, 873, 1000, 884]
section-text: Ταχεῖα, ἀληθής, ἐπιστημονικὴ διδασκαλία, θεωρητικὴ καὶ πρακτική. Διὰ τὰς ἀνάγκας τῶν ἐμπορικῶν κύκλων μὲ διδάκτορα 25 δρ. Μόνον παρὰ τῷ κ. Κωνσταντίνῳ Οἰκονομίδῃ, Ὁδὸς Κοραῆ 4. bbox=[258, 1123, 510, 1187]
section-heading: ΚΟΙΝΩΝΙΚΑ bbox=[525, 751, 774, 776]
ad-text: Μαιευτικὰ-Γυναικολογικά. 3 1/2-5 1/2 μ.μ. Σόλωνος 140, τηλ. 127. bbox=[29, 1271, 237, 1296]
page-number: 2 bbox=[22, 20, 38, 46]
ad-address: 32—Ὁδὸς Χαλκοκονδύλη—32 bbox=[25, 1342, 241, 1357]
ad-small-1 bbox=[18, 1660, 248, 1723]
ad-subtitle: ΑΔΕΛΦΩΝ Γ. ΓΙΑΝΝΟΥΛΑΤΟΥ bbox=[44, 941, 222, 953]
ad-shop: ΕΒΡΑΪΚΟΝ ΖΑΧΑΡΟΠΛΑΣΤΕΙΟΝ bbox=[32, 1494, 234, 1507]
article-paragraph: Εἰς τὸ ὅλον ἔργον θὰ χρησιμοποιηθῶσι περὶ τὰς 3000 ἐργατῶν. Αἱ ἐργασίαι θὰ ἀρχίσωσι κατὰ τὸν προσεχῆ Μάρτιον. bbox=[786, 673, 1038, 711]
section-text: Ἡ ἐπανάκαμψις χθὲς κάπου πληροφορία περὶ ἐπικείμενης ἐπανόδου τοῦ Πρωθυπουργοῦ κ. Βενιζέλου δὲν εἶναι ἀκριβής. Κατὰ πληροφορίας Κυβερνητικὰς ἐκ πηγῆς ὁ κ. Βενιζέλος θὰ παραμείνῃ ἐν Εὐρώπῃ μέχρι περατώσεως τοῦ ἔργου τῆς Διασκέψεως. bbox=[258, 496, 510, 573]
ad-brand: Sloans Liniment bbox=[73, 720, 193, 735]
section-text: Γρίππαλα καὶ Γέφυραι εἰς τὸ Κατάστημα bbox=[274, 1214, 494, 1226]
